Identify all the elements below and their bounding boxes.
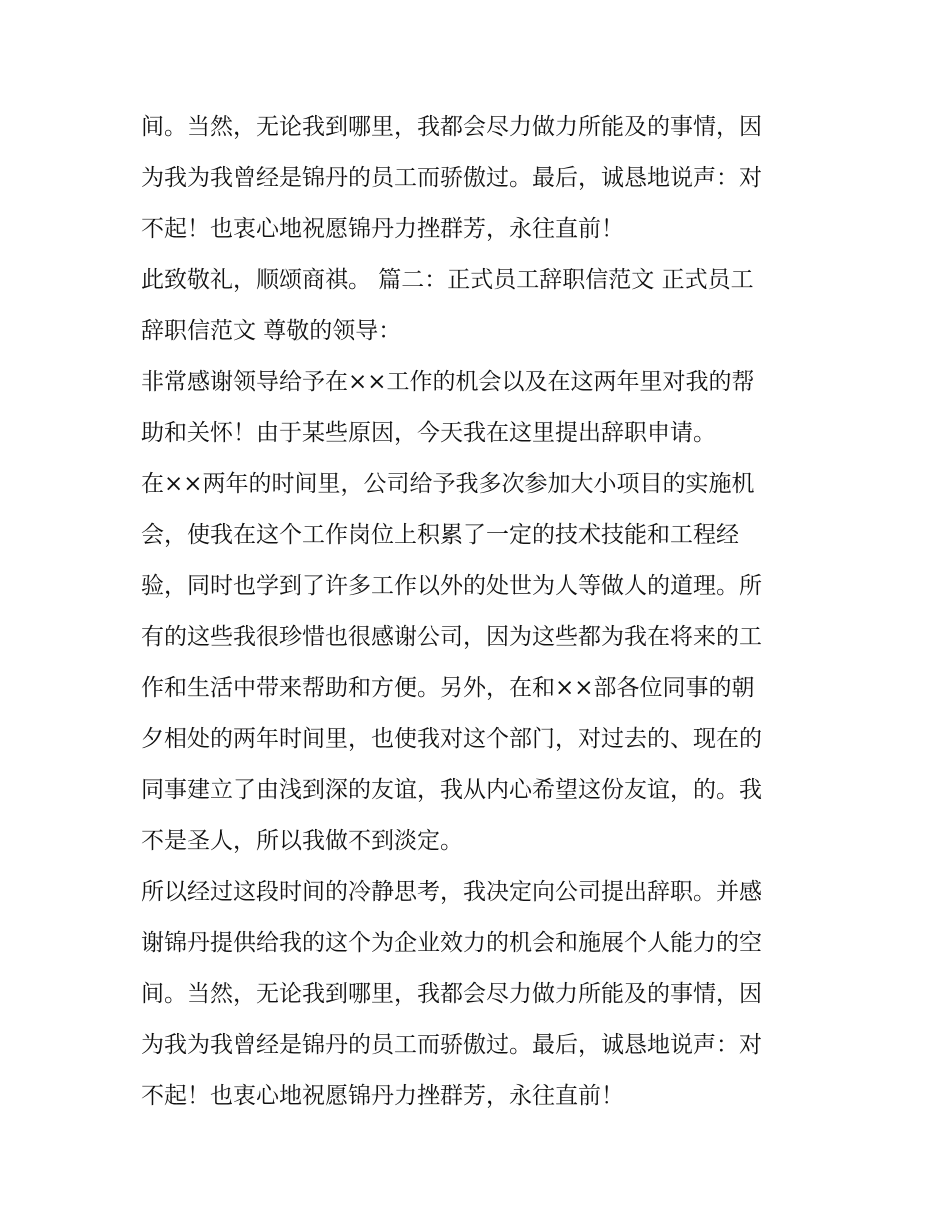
text-line: 间。当然，无论我到哪里，我都会尽力做力所能及的事情，因 — [141, 114, 762, 140]
text-line: 作和生活中带来帮助和方便。另外，在和××部各位同事的朝 — [141, 675, 755, 701]
text-line: 助和关怀！由于某些原因，今天我在这里提出辞职申请。 — [141, 420, 716, 446]
text-line: 有的这些我很珍惜也很感谢公司，因为这些都为我在将来的工 — [141, 624, 762, 650]
text-line: 谢锦丹提供给我的这个为企业效力的机会和施展个人能力的空 — [141, 930, 762, 956]
text-line: 不起！也衷心地祝愿锦丹力挫群芳，永往直前！ — [141, 216, 624, 242]
text-line: 不起！也衷心地祝愿锦丹力挫群芳，永往直前！ — [141, 1083, 624, 1109]
text-line: 辞职信范文 尊敬的领导： — [141, 318, 402, 344]
text-line: 此致敬礼，顺颂商祺。 篇二：正式员工辞职信范文 正式员工 — [141, 267, 754, 293]
text-line: 不是圣人，所以我做不到淡定。 — [141, 828, 463, 854]
document-body — [141, 102, 821, 1122]
text-line: 验，同时也学到了许多工作以外的处世为人等做人的道理。所 — [141, 573, 762, 599]
text-line: 为我为我曾经是锦丹的员工而骄傲过。最后，诚恳地说声：对 — [141, 1032, 762, 1058]
text-line: 间。当然，无论我到哪里，我都会尽力做力所能及的事情，因 — [141, 981, 762, 1007]
text-line: 非常感谢领导给予在××工作的机会以及在这两年里对我的帮 — [141, 369, 755, 395]
text-line: 在××两年的时间里，公司给予我多次参加大小项目的实施机 — [141, 471, 755, 497]
text-line: 夕相处的两年时间里，也使我对这个部门，对过去的、现在的 — [141, 726, 762, 752]
text-line: 为我为我曾经是锦丹的员工而骄傲过。最后，诚恳地说声：对 — [141, 165, 762, 191]
text-line: 所以经过这段时间的冷静思考，我决定向公司提出辞职。并感 — [141, 879, 762, 905]
text-line: 会，使我在这个工作岗位上积累了一定的技术技能和工程经 — [141, 522, 739, 548]
text-line: 同事建立了由浅到深的友谊，我从内心希望这份友谊，的。我 — [141, 777, 762, 803]
